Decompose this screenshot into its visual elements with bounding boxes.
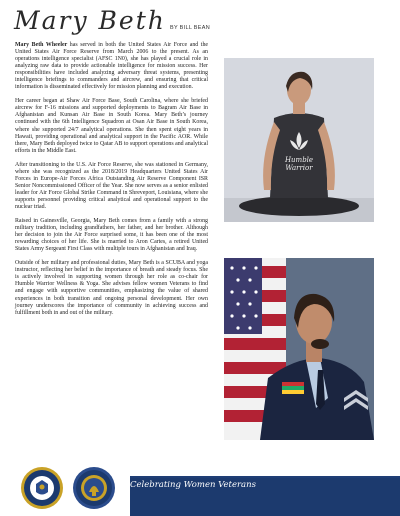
yoga-photo — [224, 58, 374, 222]
paragraph-4: Raised in Gainesville, Georgia, Mary Beth comes from a family with a strong military tradition, including grandfathers, her father, and her brother. Although her decision to join the Air Force surprised some, it has been one of the most rewarding choices of her life. She is married to Aron Cartes, a retired United States Army Sergeant First Class with multiple tours in Afghanistan and Iraq. — [15, 218, 208, 253]
footer-tagline: Celebrating Women Veterans — [130, 480, 256, 490]
yoga-photo-illustration — [224, 58, 374, 222]
subject-name: Mary Beth Wheeler — [15, 42, 68, 48]
paragraph-2: Her career began at Shaw Air Force Base, South Carolina, where she briefed aircrew for F-16 missions and supported deployments to Bagram Air Base in Afghanistan and Kunsan Air Base in South Korea. Mary Beth’s journey continued with the 6th Intelligence Squadron at Osan Air Base in South Korea, where she supported 24/7 analytical operations. She then spent eight years in Hawaii, providing operational and analytical support in the Pacific AOR. While there, Mary Beth deployed twice to Qatar AB to support operations and analytical efforts in the Middle East. — [15, 98, 208, 154]
department-seal-icon — [20, 466, 64, 510]
paragraph-1-text: has served in both the United States Air Force and the United States Air Force Reserve from March 2006 to the present. As an operations intelligence specialist (AFSC 1N0), she has played a crucial role in analyzing raw data to provide actionable intelligence for mission success. Her responsibilities have included analyzing adversary threat systems, presenting intelligence briefings to commanders and aircrew, and ensuring that critical information is disseminated effectively for mission planning and execution. — [15, 42, 208, 91]
page-title: Mary Beth — [14, 6, 166, 35]
portrait-photo-illustration — [224, 258, 374, 440]
portrait-photo — [224, 258, 374, 440]
article-body — [15, 42, 208, 324]
byline: BY BILL BEAN — [170, 25, 210, 31]
shirt-text-line-1: Humble — [284, 156, 314, 164]
paragraph-1 — [15, 42, 208, 91]
paragraph-5: Outside of her military and professional duties, Mary Beth is a SCUBA and yoga instructor, reflecting her belief in the importance of breath and steady focus. She is actively involved in supporting women through her role as co-chair for Humble Warrior Wellness & Yoga. She advises fellow women Veterans to find and engage with supportive communities, emphasizing the value of shared experiences in both transition and ongoing personal development. Her own journey underscores the importance of community in achieving success and fulfillment both in and out of the military. — [15, 260, 208, 316]
shirt-text-line-2: Warrior — [285, 164, 313, 172]
paragraph-3: After transitioning to the U.S. Air Force Reserve, she was stationed in Germany, where she was recognized as the 2018/2019 Headquarters United States Air Forces in Europe-Air Forces Africa Outstanding Air Reserve Component ISR Senior Noncommissioned Officer of the Year. She now serves as a senior enlisted leader for Air Force Global Strike Command in Shreveport, Louisiana, where she supports personnel providing critical analytical and operational support to the nuclear triad. — [15, 161, 208, 210]
veterans-seal-icon — [72, 466, 116, 510]
